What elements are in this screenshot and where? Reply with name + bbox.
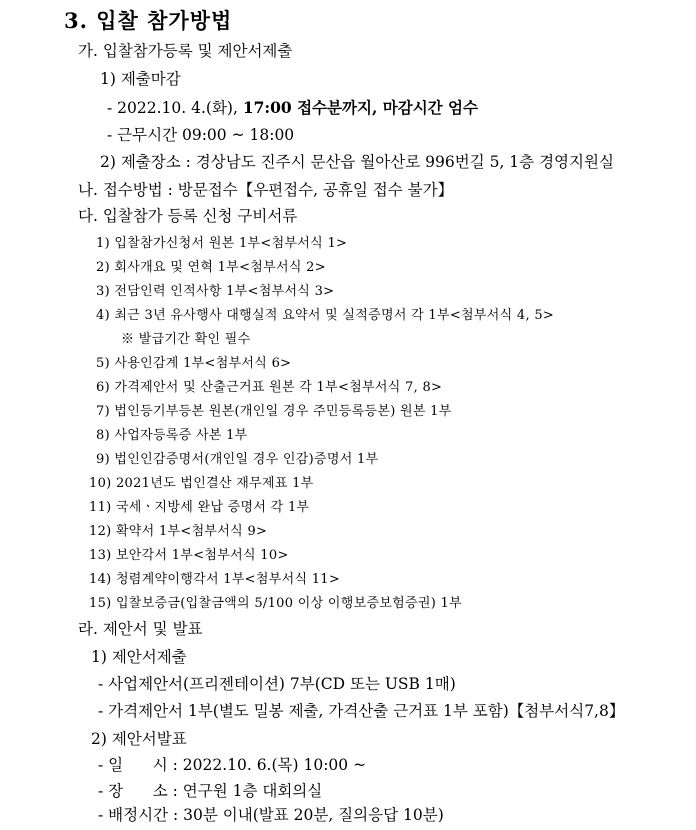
doc-item: 3) 전담인력 인적사항 1부<첨부서식 3> bbox=[96, 284, 335, 299]
doc-note: ※ 발급기간 확인 필수 bbox=[121, 332, 251, 347]
doc-item: 15) 입찰보증금(입찰금액의 5/100 이상 이행보증보험증권) 1부 bbox=[89, 596, 462, 611]
deadline-line bbox=[107, 100, 478, 117]
deadline-emphasis: 17:00 접수분까지, 마감시간 엄수 bbox=[242, 98, 478, 117]
doc-item: 14) 청렴계약이행각서 1부<첨부서식 11> bbox=[89, 572, 341, 587]
doc-item: 4) 최근 3년 유사행사 대행실적 요약서 및 실적증명서 각 1부<첨부서식 4, 5> bbox=[96, 308, 555, 323]
section-ra-heading: 라. 제안서 및 발표 bbox=[78, 620, 203, 638]
doc-item: 11) 국세ㆍ지방세 완납 증명서 각 1부 bbox=[89, 500, 310, 515]
section-na-line: 나. 접수방법 : 방문접수【우편접수, 공휴일 접수 불가】 bbox=[78, 181, 454, 199]
doc-item: 7) 법인등기부등본 원본(개인일 경우 주민등록등본) 원본 1부 bbox=[96, 404, 452, 419]
section-da-heading: 다. 입찰참가 등록 신청 구비서류 bbox=[78, 207, 298, 225]
doc-item: 1) 입찰참가신청서 원본 1부<첨부서식 1> bbox=[96, 236, 348, 251]
doc-item: 13) 보안각서 1부<첨부서식 10> bbox=[89, 548, 289, 563]
proposal-submit-heading: 1) 제안서제출 bbox=[91, 648, 187, 666]
doc-item: 10) 2021년도 법인결산 재무제표 1부 bbox=[89, 476, 314, 491]
page-title: 3. 입찰 참가방법 bbox=[64, 8, 233, 33]
hours-line: - 근무시간 09:00 ~ 18:00 bbox=[107, 126, 295, 144]
proposal-submit-item: - 사업제안서(프리젠테이션) 7부(CD 또는 USB 1매) bbox=[98, 675, 456, 693]
doc-item: 6) 가격제안서 및 산출근거표 원본 각 1부<첨부서식 7, 8> bbox=[96, 380, 443, 395]
proposal-submit-item: - 가격제안서 1부(별도 밀봉 제출, 가격산출 근거표 1부 포함)【첨부서식7,8】 bbox=[98, 702, 625, 720]
sub-deadline-heading: 1) 제출마감 bbox=[100, 70, 181, 88]
presentation-heading: 2) 제안서발표 bbox=[91, 730, 187, 748]
doc-item: 8) 사업자등록증 사본 1부 bbox=[96, 428, 248, 443]
presentation-item: - 일 시 : 2022.10. 6.(목) 10:00 ~ bbox=[98, 756, 367, 774]
section-ga-heading: 가. 입찰참가등록 및 제안서제출 bbox=[78, 42, 293, 60]
presentation-item: - 배정시간 : 30분 이내(발표 20분, 질의응답 10분) bbox=[98, 806, 444, 824]
doc-item: 5) 사용인감계 1부<첨부서식 6> bbox=[96, 356, 292, 371]
doc-item: 2) 회사개요 및 연혁 1부<첨부서식 2> bbox=[96, 260, 326, 275]
presentation-item: - 장 소 : 연구원 1층 대회의실 bbox=[98, 782, 323, 800]
deadline-date: - 2022.10. 4.(화), bbox=[107, 99, 243, 117]
place-line: 2) 제출장소 : 경상남도 진주시 문산읍 월아산로 996번길 5, 1층 경영지원실 bbox=[100, 153, 614, 171]
doc-item: 9) 법인인감증명서(개인일 경우 인감)증명서 1부 bbox=[96, 452, 379, 467]
doc-item: 12) 확약서 1부<첨부서식 9> bbox=[89, 524, 268, 539]
